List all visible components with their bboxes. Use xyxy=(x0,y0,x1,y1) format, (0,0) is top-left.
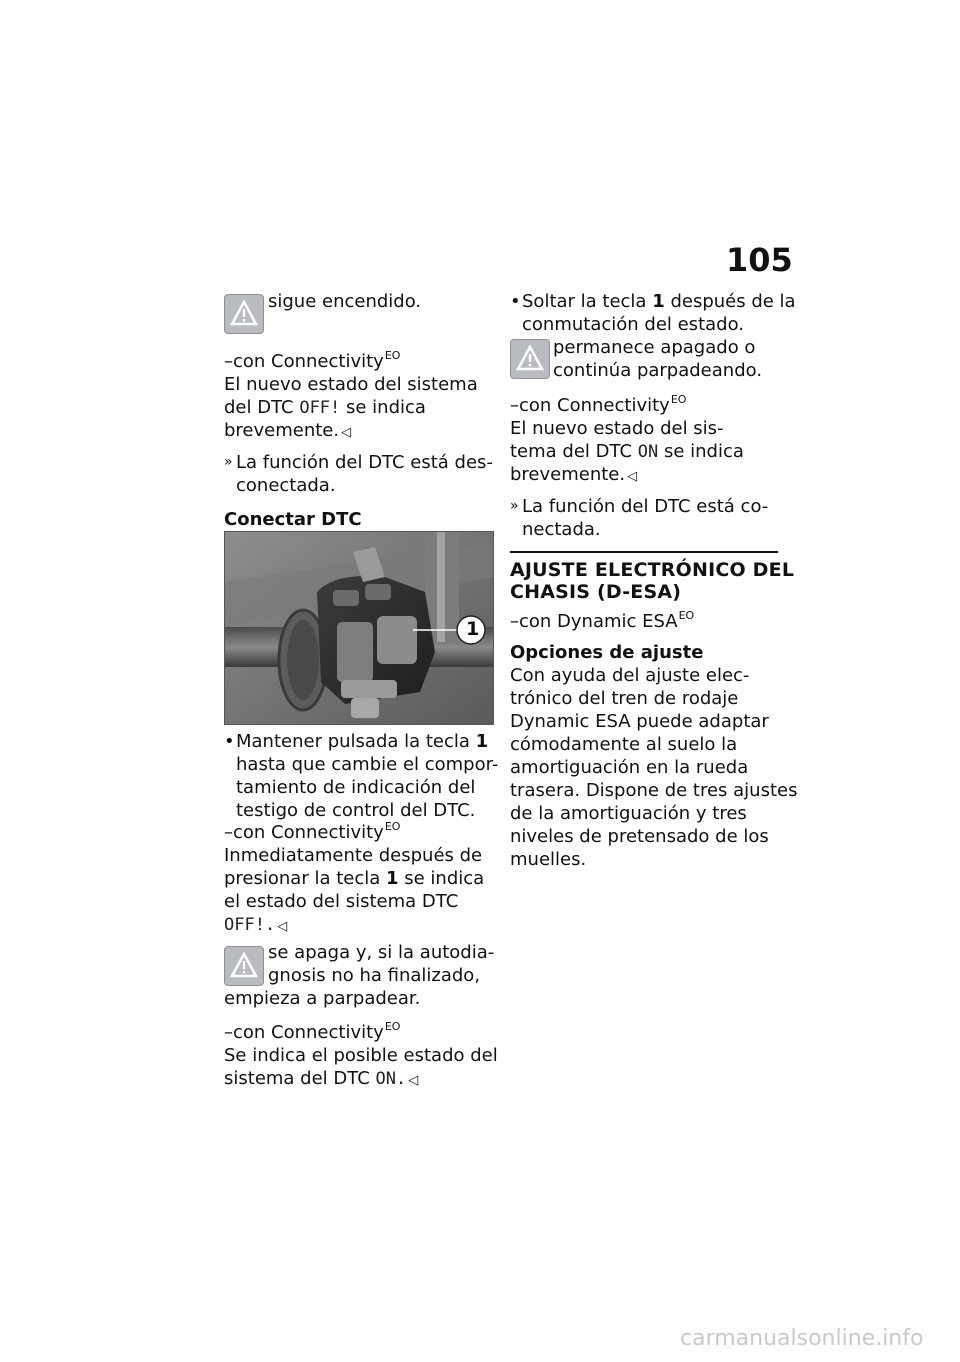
paragraph-line: El nuevo estado del sis- xyxy=(510,418,724,439)
end-mark: ◁ xyxy=(408,1073,419,1088)
body-line: niveles de pretensado de los xyxy=(510,826,769,847)
bullet-marker: • xyxy=(510,291,521,312)
paragraph-line: Se indica el posible estado del xyxy=(224,1045,498,1066)
paragraph-line xyxy=(510,440,744,464)
section-title: AJUSTE ELECTRÓNICO DEL xyxy=(510,559,795,581)
paragraph-line: El nuevo estado del sistema xyxy=(224,374,478,395)
subheading: Opciones de ajuste xyxy=(510,642,704,663)
text: presionar la tecla xyxy=(224,868,386,889)
paragraph-line xyxy=(224,419,351,444)
end-mark: ◁ xyxy=(277,919,288,934)
body-line: muelles. xyxy=(510,849,587,870)
warning-icon xyxy=(224,946,264,986)
connectivity-condition xyxy=(224,350,400,375)
text: brevemente. xyxy=(510,464,626,485)
end-mark: ◁ xyxy=(341,425,352,440)
warning-text: empieza a parpadear. xyxy=(224,988,421,1009)
condition-code: EO xyxy=(384,349,401,362)
key-ref: 1 xyxy=(475,731,489,752)
text: Soltar la tecla xyxy=(522,291,653,312)
result-line: nectada. xyxy=(522,519,601,540)
result-line: La función del DTC está co- xyxy=(522,496,769,517)
connectivity-condition xyxy=(224,821,400,846)
figure-callout-number: 1 xyxy=(466,618,480,640)
text: después de la xyxy=(664,291,796,312)
text: Mantener pulsada la tecla xyxy=(236,731,476,752)
paragraph-line: el estado del sistema DTC xyxy=(224,891,459,912)
text: tema del DTC xyxy=(510,441,638,462)
warning-text: gnosis no ha finalizado, xyxy=(268,965,481,986)
end-mark: ◁ xyxy=(627,469,638,484)
page-number: 105 xyxy=(726,241,793,279)
paragraph-line xyxy=(224,396,426,420)
condition-label: –con Connectivity xyxy=(224,351,384,372)
body-line: de la amortiguación y tres xyxy=(510,803,747,824)
paragraph-line xyxy=(224,1067,418,1092)
step-line: hasta que cambie el compor- xyxy=(236,754,499,775)
paragraph-line: Inmediatamente después de xyxy=(224,845,483,866)
condition-code: EO xyxy=(384,1020,401,1033)
display-code: ON. xyxy=(375,1069,407,1089)
result-line: conectada. xyxy=(236,475,336,496)
result-item xyxy=(224,451,493,497)
step-line: conmutación del estado. xyxy=(522,314,744,335)
section-title: CHASIS (D-ESA) xyxy=(510,581,682,603)
body-paragraph xyxy=(510,664,798,871)
warning-text: continúa parpadeando. xyxy=(553,360,763,381)
warning-text: sigue encendido. xyxy=(268,291,422,312)
key-ref: 1 xyxy=(652,291,665,312)
result-item xyxy=(510,495,780,541)
display-code: ON xyxy=(637,442,659,462)
text: se indica xyxy=(398,868,485,889)
footer-watermark: carmanualsonline.info xyxy=(680,1326,924,1351)
condition-label: –con Connectivity xyxy=(510,395,670,416)
display-code: OFF!. xyxy=(224,915,276,935)
text: sistema del DTC xyxy=(224,1068,376,1089)
handlebar-switch-photo xyxy=(224,531,494,725)
dynamic-esa-condition xyxy=(510,610,694,635)
condition-code: EO xyxy=(678,609,695,622)
paragraph-line xyxy=(510,463,637,488)
body-line: cómodamente al suelo la xyxy=(510,734,738,755)
result-line: La función del DTC está des- xyxy=(236,452,493,473)
condition-code: EO xyxy=(384,820,401,833)
instruction-step xyxy=(510,290,796,336)
body-line: Con ayuda del ajuste elec- xyxy=(510,665,750,686)
paragraph-line xyxy=(224,867,484,890)
warning-text: permanece apagado o xyxy=(553,337,756,358)
result-marker: » xyxy=(510,498,519,514)
condition-label: –con Dynamic ESA xyxy=(510,611,678,632)
text: se indica xyxy=(340,397,426,418)
paragraph-line xyxy=(224,913,287,938)
bullet-marker: • xyxy=(224,731,235,752)
step-line xyxy=(236,730,489,753)
body-line: amortiguación en la rueda xyxy=(510,757,749,778)
body-line: trasera. Dispone de tres ajustes xyxy=(510,780,798,801)
display-code: OFF! xyxy=(299,398,341,418)
condition-label: –con Connectivity xyxy=(224,822,384,843)
key-ref: 1 xyxy=(386,868,399,889)
warning-icon xyxy=(510,339,550,379)
warning-icon xyxy=(224,294,264,334)
text: del DTC xyxy=(224,397,300,418)
step-line xyxy=(522,290,796,313)
connectivity-condition xyxy=(510,394,686,419)
step-line: tamiento de indicación del xyxy=(236,777,476,798)
step-line: testigo de control del DTC. xyxy=(236,800,476,821)
condition-code: EO xyxy=(670,393,687,406)
condition-label: –con Connectivity xyxy=(224,1022,384,1043)
result-marker: » xyxy=(224,454,233,470)
text: brevemente. xyxy=(224,420,340,441)
body-line: Dynamic ESA puede adaptar xyxy=(510,711,769,732)
connectivity-condition xyxy=(224,1021,400,1046)
body-line: trónico del tren de rodaje xyxy=(510,688,739,709)
section-divider xyxy=(510,551,778,553)
instruction-step xyxy=(224,730,499,822)
heading-connect-dtc: Conectar DTC xyxy=(224,509,362,530)
text: se indica xyxy=(658,441,744,462)
warning-text: se apaga y, si la autodia- xyxy=(268,942,495,963)
